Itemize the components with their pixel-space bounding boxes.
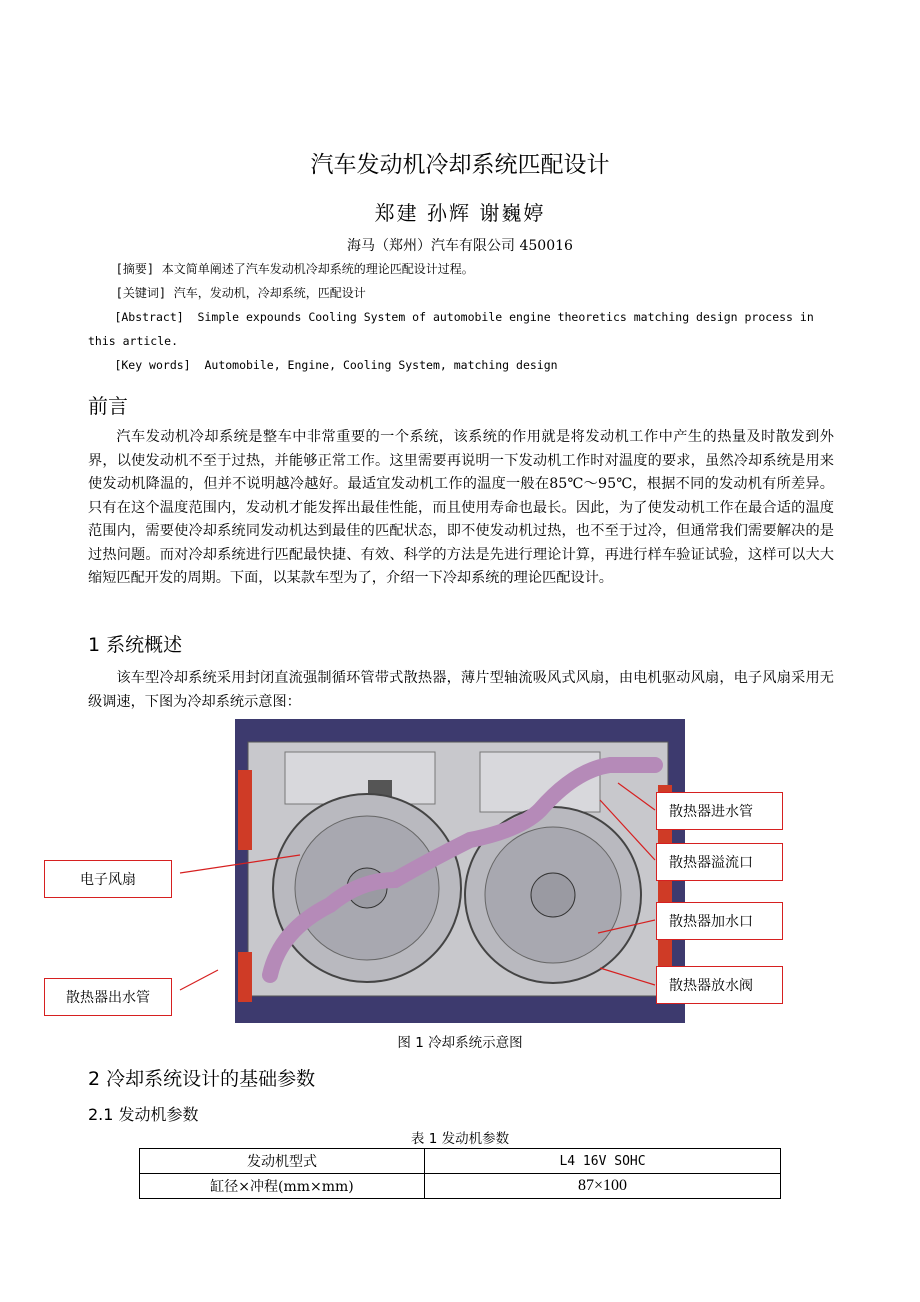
keywords-en-text: Automobile, Engine, Cooling System, matching design — [204, 358, 558, 372]
table1-caption: 表 1 发动机参数 — [410, 1131, 510, 1147]
authors: 郑建 孙辉 谢巍婷 — [374, 201, 546, 225]
keywords-cn-text: 汽车，发动机，冷却系统，匹配设计 — [173, 286, 366, 300]
label-electric-fan: 电子风扇 — [44, 860, 172, 898]
keywords-cn-key: [关键词] — [115, 286, 167, 300]
abstract-en-key: [Abstract] — [114, 310, 184, 324]
table-row — [140, 1174, 781, 1199]
abstract-cn-text: 本文简单阐述了汽车发动机冷却系统的理论匹配设计过程。 — [161, 262, 474, 276]
radiator-tank-left-upper — [238, 770, 252, 850]
label-radiator-overflow: 散热器溢流口 — [656, 843, 783, 881]
section1-heading: 1 系统概述 — [88, 634, 183, 656]
paper-title: 汽车发动机冷却系统匹配设计 — [310, 152, 610, 178]
abstract-en-text: Simple expounds Cooling System of automobile engine theoretics matching design process in this article. — [88, 310, 814, 348]
section2-1-heading: 2.1 发动机参数 — [88, 1105, 199, 1124]
table-cell-name: 发动机型式 — [140, 1149, 425, 1174]
label-radiator-inlet: 散热器进水管 — [656, 792, 783, 830]
fan-right-hub — [531, 873, 575, 917]
table-cell-value: 87×100 — [425, 1174, 781, 1199]
affiliation: 海马（郑州）汽车有限公司 450016 — [347, 238, 573, 254]
intro-paragraph: 汽车发动机冷却系统是整车中非常重要的一个系统，该系统的作用就是将发动机工作中产生的热量及时散发到外界，以使发动机不至于过热，并能够正常工作。这里需要再说明一下发动机工作时对温度的要求，虽然冷却系统是用来使发动机降温的，但并不说明越冷越好。最适宜发动机工作的温度一般在85℃～95℃，根据不同的发动机有所差异。只有在这个温度范围内，发动机才能发挥出最佳性能，而且使用寿命也最长。因此，为了使发动机工作在最合适的温度范围内，需要使冷却系统同发动机达到最佳的匹配状态，即不使发动机过热，也不至于过冷，但通常我们需要解决的是过热问题。而对冷却系统进行匹配最快捷、有效、科学的方法是先进行理论计算，再进行样车验证试验，这样可以大大缩短匹配开发的周期。下面，以某款车型为了，介绍一下冷却系统的理论匹配设计。 — [88, 429, 834, 586]
abstract-cn-key: [摘要] — [115, 262, 155, 276]
section2-heading: 2 冷却系统设计的基础参数 — [88, 1068, 316, 1090]
keywords-en-key: [Key words] — [114, 358, 191, 372]
table-cell-value: L4 16V SOHC — [425, 1149, 781, 1174]
table-cell-name: 缸径×冲程(mm×mm) — [140, 1174, 425, 1199]
table-row — [140, 1149, 781, 1174]
callout-line-outlet — [180, 970, 218, 990]
label-radiator-outlet: 散热器出水管 — [44, 978, 172, 1016]
intro-heading: 前言 — [88, 394, 128, 418]
radiator-tank-left-lower — [238, 952, 252, 1002]
label-radiator-drain: 散热器放水阀 — [656, 966, 783, 1004]
figure1-caption: 图 1 冷却系统示意图 — [397, 1035, 523, 1051]
engine-params-table — [139, 1148, 781, 1199]
label-radiator-filler: 散热器加水口 — [656, 902, 783, 940]
section1-paragraph: 该车型冷却系统采用封闭直流强制循环管带式散热器，薄片型轴流吸风式风扇，由电机驱动风扇，电子风扇采用无级调速，下图为冷却系统示意图： — [88, 670, 834, 710]
